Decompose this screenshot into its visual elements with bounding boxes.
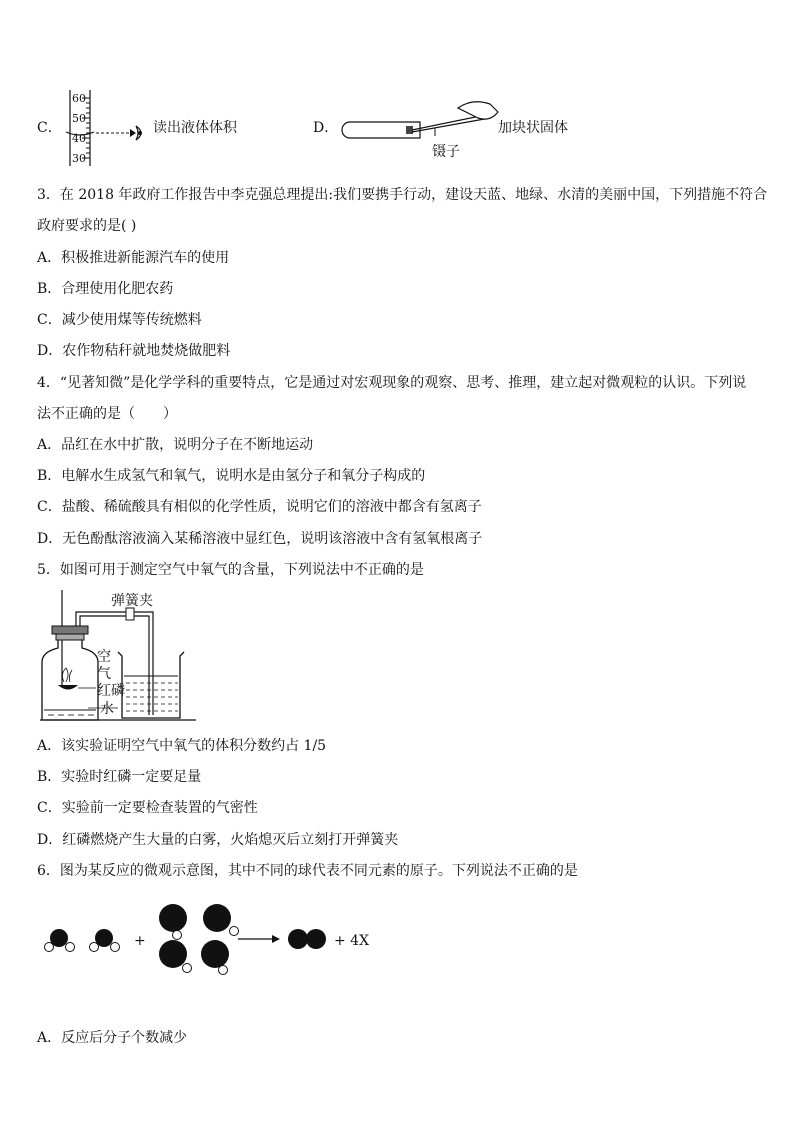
q4-stem-line1: 4．“见著知微”是化学学科的重要特点，它是通过对宏观现象的观察、思考、推理，建立起对微观粒的认识。下列说 [37,375,747,391]
option-d-text: 加块状固体 [498,120,568,136]
test-tube-tweezers-diagram [340,100,500,150]
reaction-micro-diagram [40,898,340,980]
q5-stem: 5．如图可用于测定空气中氧气的含量，下列说法中不正确的是 [37,562,424,578]
air-label-1: 空 [97,649,111,665]
q6-option-a: A．反应后分子个数减少 [37,1030,188,1046]
q4-option-a: A．品红在水中扩散，说明分子在不断地运动 [37,437,314,453]
q4-stem-line2: 法不正确的是（ ） [37,406,177,422]
q3-option-c: C．减少使用煤等传统燃料 [37,312,202,328]
option-c-text: 读出液体体积 [153,120,237,136]
q5-option-c: C．实验前一定要检查装置的气密性 [37,800,258,816]
tweezers-label: 镊子 [432,144,460,160]
reaction-product-text: + 4X [334,933,370,949]
air-label-2: 气 [97,666,111,682]
oxygen-measurement-apparatus [38,590,198,725]
reaction-plus: + [134,933,146,949]
clamp-label: 弹簧夹 [111,593,153,609]
q6-stem: 6．图为某反应的微观示意图，其中不同的球代表不同元素的原子。下列说法不正确的是 [37,863,578,879]
phosphorus-label: 红磷 [97,683,125,699]
q3-option-d: D．农作物秸秆就地焚烧做肥料 [37,343,231,359]
q3-option-b: B．合理使用化肥农药 [37,281,174,297]
tick-50: 50 [72,112,86,125]
q4-option-d: D．无色酚酞溶液滴入某稀溶液中显红色，说明该溶液中含有氢氧根离子 [37,531,483,547]
q5-option-b: B．实验时红磷一定要足量 [37,769,202,785]
q4-option-b: B．电解水生成氢气和氧气，说明水是由氢分子和氧分子构成的 [37,468,426,484]
tick-30: 30 [72,152,86,165]
tick-60: 60 [72,92,86,105]
q3-stem-line1: 3．在 2018 年政府工作报告中李克强总理提出:我们要携手行动，建设天蓝、地绿、水清的美丽中国，下列措施不符合 [37,187,768,203]
option-c-letter: C． [37,120,62,136]
water-label: 水 [100,701,114,717]
q5-option-a: A．该实验证明空气中氧气的体积分数约占 1/5 [37,738,327,754]
q4-option-c: C．盐酸、稀硫酸具有相似的化学性质，说明它们的溶液中都含有氢离子 [37,499,482,515]
q3-stem-line2: 政府要求的是( ) [37,218,137,234]
q3-option-a: A．积极推进新能源汽车的使用 [37,250,230,266]
tick-40: 40 [72,132,86,145]
option-d-letter: D． [313,120,339,136]
q5-option-d: D．红磷燃烧产生大量的白雾，火焰熄灭后立刻打开弹簧夹 [37,832,399,848]
